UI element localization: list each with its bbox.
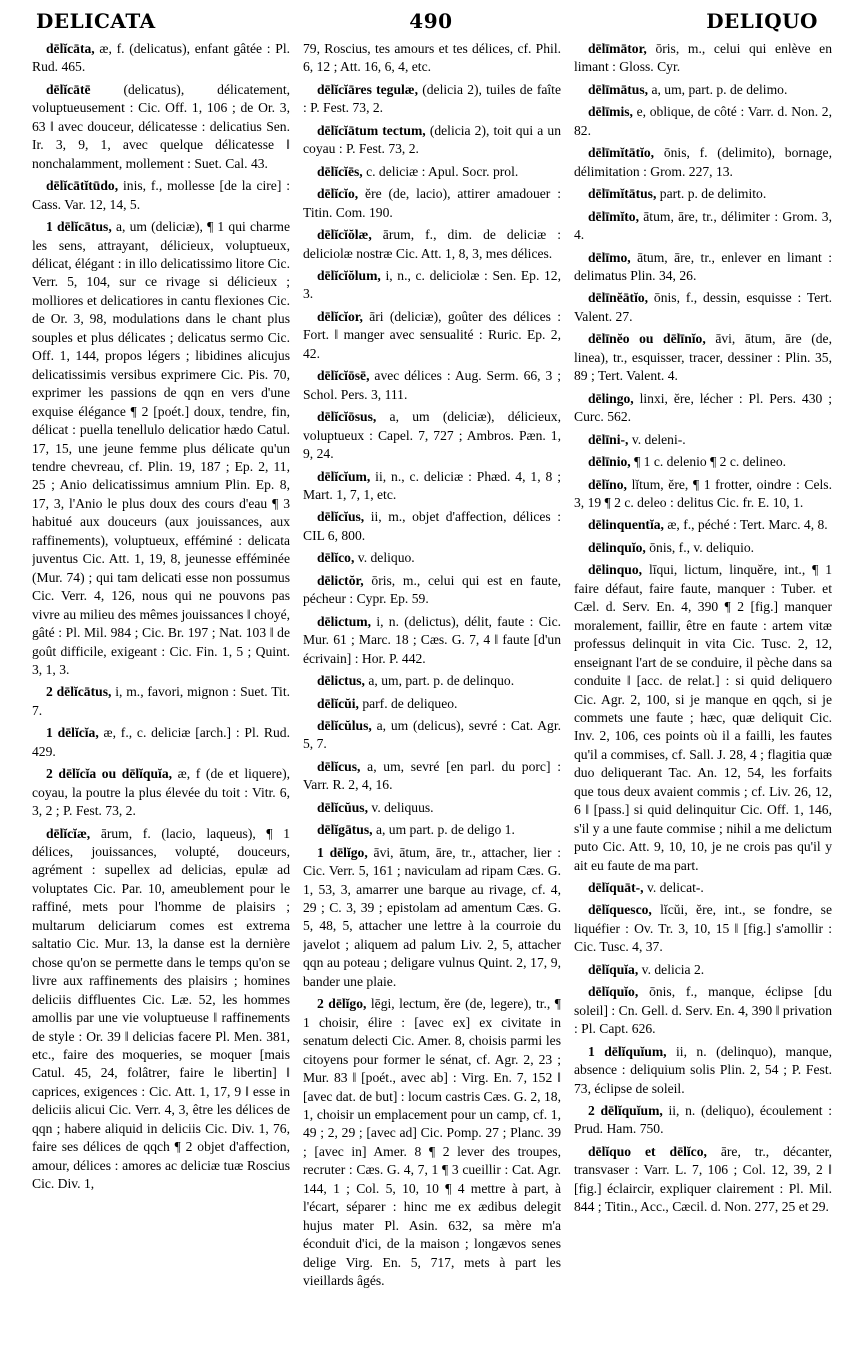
entry-definition: æ, f. (delicatus), enfant gâtée : Pl. Rud. 465. — [32, 41, 290, 75]
headword: dēlingo, — [588, 390, 634, 406]
entry-definition: ii, m., objet d'affection, délices : CIL 6, 800. — [303, 509, 561, 543]
headword: dēlīmĭto, — [588, 208, 639, 224]
entry-definition: ārum, f., dim. de deliciæ : deliciolæ nostræ Cic. Att. 1, 8, 3, mes délices. — [303, 227, 561, 261]
entry-definition: v. deliquus. — [371, 799, 434, 815]
dictionary-entry — [32, 724, 290, 761]
dictionary-entry — [303, 995, 561, 1290]
entry-definition: a, um, part. p. de delinquo. — [368, 673, 515, 689]
dictionary-entry — [32, 683, 290, 720]
dictionary-entry — [303, 408, 561, 463]
dictionary-entry — [574, 431, 832, 449]
headword: dēlĭcĭōsē, — [317, 368, 370, 384]
headword: dēlĭcĭōsus, — [317, 409, 377, 425]
entry-definition: avec délices : Aug. Serm. 66, 3 ; Schol. Pers. 3, 111. — [303, 368, 561, 402]
headword: 1 dēlĭcĭa, — [46, 725, 99, 741]
dictionary-entry — [574, 144, 832, 181]
headword: dēlĭcŭi, — [317, 695, 359, 711]
entry-definition: a, um part. p. de deligo 1. — [375, 822, 515, 838]
entry-definition: ii, n. (deliquo), écoulement : Prud. Ham. 750. — [574, 1103, 832, 1137]
column-2 — [303, 40, 561, 1340]
entry-definition: ōris, m., celui qui est en faute, pécheur : Cypr. Ep. 59. — [303, 572, 561, 607]
headword: dēlĭcus, — [317, 758, 361, 774]
headword: dēlinquo, — [588, 562, 643, 578]
dictionary-entry — [574, 516, 832, 534]
entry-definition: lĭtum, ĕre, ¶ 1 frotter, oindre : Cels. 3, 19 ¶ 2 c. deleo : delitus Cic. fr. E. 10, 1. — [574, 476, 832, 510]
dictionary-entry — [303, 717, 561, 754]
headword: dēlĭquesco, — [588, 902, 652, 918]
headword: dēlīmĭtātĭo, — [588, 145, 655, 161]
dictionary-entry — [574, 208, 832, 245]
columns — [32, 40, 832, 1340]
entry-definition: ōnis, f., v. deliquio. — [649, 539, 755, 555]
dictionary-entry — [303, 367, 561, 404]
dictionary-entry — [574, 983, 832, 1038]
headword: dēlĭcātĭtūdo, — [46, 178, 119, 194]
headword: dēlīnĕātĭo, — [588, 290, 649, 306]
entry-definition: lēgi, lectum, ĕre (de, legere), tr., ¶ 1 choisir, élire : [avec ex] ex civitate in senatum delecti Cic. Amer. 8, choisis parmi les citoyens pour former le sénat, cf. Agr. 2, 23 ; Mur. 83 ‖ [poét., avec ab] : Virg. En. 7, 152 ‖ [avec dat. de but] : locum castris Cæs. G. 2, 18, 1, choisir un emplacement pour un camp, cf. 1, 49 ; 2, 29 ; [avec ad] Cic. Pomp. 27 ; Planc. 39 ; [avec in] Amer. 8 ¶ 2 lever des troupes, recruter : Cæs. G. 4, 7, 1 ¶ 3 cueillir : Cat. Agr. 144, 1 ; Col. 5, 10, 10 ¶ 4 mettre à part, à l'écart, séparer : hinc me ex ædibus delegit hujus mater Pl. Asin. 632, sa mère m'a éconduit d'ici, de la maison ; longævos senes delige Virg. En. 5, 717, mets à part les vieillards âgés. — [303, 996, 561, 1289]
headword: dēlīni-, — [588, 431, 629, 447]
dictionary-entry — [303, 122, 561, 159]
entry-definition: a, um (deliciæ), ¶ 1 qui charme les sens, attrayant, délicieux, voluptueux, délicat, élégant : in illo delicatissimo litore Cic. Verr. 5, 104, sur ce rivage si délicieux ; molliores et delicatiores in cantu flexiones Cic. de Or. 3, 98, modulations dans le chant plus souples et plus délicates ; delicatus sermo Cic. Off. 1, 144, propos légers ; libidines alicujus delicatissimis versibus exprimere Cic. Pis. 70, exprimer les passions de qqn en vers d'une exquise élégance ¶ 2 [poét.] doux, tendre, fin, délicat : puella tenellulo delicatior hædo Catul. 17, 15, une jeune femme plus délicate qu'un tendre chevreau, cf. Plin. 19, 187 ; Ep. 2, 11, 25 ; Anio delicatissimus amnium Plin. Ep. 8, 17, 3, l'Anio le plus doux des cours d'eau ¶ 3 habitué aux douceurs (aux jouissances, aux raffinements), voluptueux, efféminé : delicata juventus Cic. Att. 1, 19, 8, jeunesse efféminée (Mur. 74) ; qui tam delicati esse non possumus Cic. Verr. 4, 126, nous qui ne pouvons pas vivre au milieu des mêmes jouissances ‖ choyé, gâté : Pl. Mil. 984 ; Cic. Br. 197 ; Nat. 103 ‖ de goût difficile, exigeant : Cic. Fin. 1, 5 ; Quint. 3, 1, 3. — [32, 219, 290, 677]
dictionary-entry — [574, 289, 832, 326]
headword: dēlĭcĭēs, — [317, 163, 363, 179]
headword: dēlĭcĭor, — [317, 308, 363, 324]
headword: dēlĭcĭātum tectum, — [317, 122, 426, 138]
entry-definition: ātum, āre, tr., délimiter : Grom. 3, 4. — [574, 208, 832, 243]
entry-definition: ōnis, f., manque, éclipse [du soleil] : Cn. Gell. d. Serv. En. 4, 390 ‖ privation : Pl. Capt. 626. — [574, 984, 832, 1037]
entry-definition: (delicia 2), toit qui a un coyau : P. Fest. 73, 2. — [303, 122, 561, 157]
dictionary-entry — [303, 613, 561, 668]
entry-definition: a, um, part. p. de delimo. — [651, 81, 788, 97]
entry-definition: v. deleni-. — [631, 431, 686, 447]
headword: 1 dēlĭquĭum, — [588, 1043, 667, 1059]
entry-definition: v. delicia 2. — [641, 961, 705, 977]
entry-definition: ārum, f. (lacio, laqueus), ¶ 1 délices, jouissances, volupté, douceurs, agrément : supellex ad delicias, epulæ ad voluptates Cic. Par. 10, ameublement pour le raffiné, mets pour l'homme de plaisirs ; multarum deliciarum comes est extrema saltatio Cic. Mur. 13, la danse est la dernière chose qu'on se permette dans le temps qu'on se livre aux raffinements des plaisirs ; homines deliciis diffluentes Cic. Læ. 52, les hommes amollis par une vie voluptueuse ‖ raffinements de style : Or. 39 ‖ delicias facere Pl. Men. 381, etc., faire des moqueries, se moquer [mais Catul. 45, 24, folâtrer, faire le libertin] ‖ caprices, exigences : Cic. Att. 1, 17, 9 ‖ esse in deliciis alicui Cic. Verr. 4, 3, être les délices de qqn ; habere aliquid in deliciis Cic. Div. 1, 76, faire ses délices de qqch ¶ 2 objet d'affection, amour, délices : amores ac deliciæ tuæ Roscius Cic. Div. 1, — [32, 825, 290, 1192]
headword: dēlictus, — [317, 673, 365, 689]
entry-definition: āri (deliciæ), goûter des délices : Fort. ‖ manger avec sensualité : Ruric. Ep. 2, 42. — [303, 308, 561, 361]
headword: dēlīnio, — [588, 454, 631, 470]
entry-definition: (delicatus), délicatement, voluptueusement : Cic. Off. 1, 106 ; de Or. 3, 63 ‖ avec douceur, délicatesse : delicatius Sen. Ir. 3, 9, 1, avec quelque délicatesse ‖ nonchalamment, mollement : Suet. Cal. 43. — [32, 81, 290, 171]
entry-definition: part. p. de delimito. — [659, 186, 767, 202]
headword: 1 dēlĭgo, — [317, 844, 368, 860]
entry-definition: ¶ 1 c. delenio ¶ 2 c. delineo. — [634, 454, 787, 470]
dictionary-entry — [303, 549, 561, 567]
dictionary-entry — [574, 81, 832, 99]
dictionary-entry — [303, 695, 561, 713]
headword: dēlĭcāta, — [46, 41, 95, 56]
entry-definition: ōnis, f., dessin, esquisse : Tert. Valent. 27. — [574, 290, 832, 324]
headword: dēlĭcŭus, — [317, 799, 368, 815]
entry-definition: ātum, āre, tr., enlever en limant : delimatus Plin. 34, 26. — [574, 249, 832, 283]
page-number: 490 — [409, 9, 453, 33]
dictionary-entry — [574, 1043, 832, 1098]
dictionary-entry — [574, 40, 832, 77]
entry-definition: līqui, lictum, linquĕre, int., ¶ 1 faire défaut, faire faute, manquer : Tuber. et Cæl. d. Serv. En. 4, 390 ¶ 2 [fig.] manquer moralement, faillir, être en faute : artem vitæ professus delinquit in vita Cic. Tusc. 2, 12, enseignant l'art de se conduire, il pèche dans sa conduite ‖ [acc. de relat.] : si quid deliquero Cic. Agr. 2, 100, si je manque en qqch, si je commets une faute ; hæc, quæ deliquit Cic. Inv. 2, 106, ces points où il a failli, les fautes qu'il a commises, cf. Sall. J. 28, 4 ; flagitia quæ duo deliquerant Tac. An. 12, 54, les forfaits que tous deux avaient commis ; cf. Liv. 26, 12, 6 ‖ [pass.] si quid delinquitur Cic. Off. 1, 146, s'il y a une faute commise ; nihil a me delictum puto Cic. Att. 9, 10, 10, je ne crois pas qu'il y ait eu faute de ma part. — [574, 562, 832, 873]
headword: dēlĭcĭum, — [317, 468, 371, 484]
header-right-word: DELIQUO — [706, 9, 818, 33]
dictionary-entry — [303, 81, 561, 118]
dictionary-entry — [303, 799, 561, 817]
dictionary-entry — [574, 539, 832, 557]
entry-definition: e, oblique, de côté : Varr. d. Non. 2, 82. — [574, 104, 832, 138]
dictionary-entry — [574, 879, 832, 897]
headword: dēlinquentĭa, — [588, 517, 664, 533]
entry-definition: ōris, m., celui qui enlève en limant : Gloss. Cyr. — [574, 41, 832, 75]
dictionary-entry — [574, 103, 832, 140]
entry-definition: æ, f., péché : Tert. Marc. 4, 8. — [667, 517, 828, 533]
headword: dēlĭcĭus, — [317, 509, 365, 525]
entry-definition: v. delicat-. — [646, 880, 704, 896]
dictionary-entry — [574, 390, 832, 427]
headword: dēlīmis, — [588, 104, 633, 120]
dictionary-entry — [303, 226, 561, 263]
dictionary-entry — [574, 453, 832, 471]
headword: dēlĭcĭŏlum, — [317, 267, 381, 283]
headword: 2 dēlĭgo, — [317, 996, 367, 1012]
entry-definition: 79, Roscius, tes amours et tes délices, cf. Phil. 6, 12 ; Att. 16, 6, 4, etc. — [303, 41, 561, 75]
headword: 2 dēlĭcĭa ou dēlĭquĭa, — [46, 766, 173, 782]
dictionary-entry — [574, 961, 832, 979]
headword: dēlĭno, — [588, 476, 627, 492]
entry-definition: a, um (delicus), sevré : Cat. Agr. 5, 7. — [303, 717, 561, 752]
dictionary-entry — [303, 508, 561, 545]
entry-definition: a, um, sevré [en parl. du porc] : Varr. R. 2, 4, 16. — [303, 758, 561, 793]
entry-definition: c. deliciæ : Apul. Socr. prol. — [366, 163, 519, 179]
dictionary-entry — [32, 81, 290, 173]
entry-definition: ii, n., c. deliciæ : Phæd. 4, 1, 8 ; Mart. 1, 7, 1, etc. — [303, 468, 561, 502]
entry-definition: āvi, ātum, āre, tr., attacher, lier : Cic. Verr. 5, 161 ; naviculam ad ripam Cæs. G. 1, 53, 3, amarrer une barque au rivage, cf. 4, 29 ; C. 3, 39 ; epistolam ad amentum Cæs. G. 5, 48, 5, attacher une lettre à la courroie du javelot ; aliquem ad palum Liv. 2, 5, attacher qqn au poteau ; deligare vulnus Quint. 2, 17, 9, bander une plaie. — [303, 844, 561, 989]
dictionary-entry — [303, 572, 561, 609]
dictionary-entry — [32, 218, 290, 679]
entry-definition: linxi, ĕre, lécher : Pl. Pers. 430 ; Curc. 562. — [574, 390, 832, 425]
headword: 1 dēlĭcātus, — [46, 219, 112, 235]
headword: dēlictŏr, — [317, 572, 364, 588]
headword: dēlĭquo et dēlĭco, — [588, 1143, 707, 1159]
entry-definition: (delicia 2), tuiles de faîte : P. Fest. 73, 2. — [303, 81, 561, 116]
entry-definition: inis, f., mollesse [de la cire] : Cass. Var. 12, 14, 5. — [32, 178, 290, 212]
entry-definition: æ, f., c. deliciæ [arch.] : Pl. Rud. 429. — [32, 725, 290, 759]
headword: dēlĭquāt-, — [588, 880, 644, 896]
dictionary-entry — [303, 267, 561, 304]
headword: dēlĭcĭo, — [317, 186, 359, 202]
dictionary-entry — [574, 901, 832, 956]
headword: dēlīnĕo ou dēlīnĭo, — [588, 331, 706, 347]
entry-definition: ōnis, f. (delimito), bornage, délimitation : Grom. 227, 13. — [574, 145, 832, 179]
dictionary-entry — [32, 40, 290, 77]
headword: dēlīmĭtātus, — [588, 186, 657, 202]
headword: dēlĭcātē — [46, 81, 91, 97]
entry-definition: parf. de deliqueo. — [362, 695, 458, 711]
dictionary-entry — [303, 308, 561, 363]
headword: dēlĭcĭāres tegulæ, — [317, 81, 418, 97]
dictionary-entry — [303, 672, 561, 690]
headword: dēlĭgātus, — [317, 822, 373, 838]
dictionary-entry — [303, 821, 561, 839]
column-1 — [32, 40, 290, 1340]
column-3 — [574, 40, 832, 1340]
entry-definition: æ, f (de et liquere), coyau, la poutre la plus élevée du toit : Vitr. 6, 3, 2 ; P. Fest. 73, 2. — [32, 766, 290, 819]
entry-definition: āvi, ātum, āre (de, linea), tr., esquisser, tracer, dessiner : Plin. 35, 89 ; Tert. Valent. 4. — [574, 331, 832, 384]
dictionary-entry — [303, 844, 561, 992]
dictionary-entry — [574, 330, 832, 385]
dictionary-entry — [303, 468, 561, 505]
dictionary-entry — [32, 765, 290, 820]
headword: dēlinquĭo, — [588, 539, 646, 555]
entry-definition: āre, tr., décanter, transvaser : Varr. L. 7, 106 ; Col. 12, 39, 2 ‖ [fig.] éclaircir, expliquer clairement : Pl. Mil. 844 ; Titin., Acc., Cæcil. d. Non. 277, 25 et 29. — [574, 1143, 832, 1215]
dictionary-entry — [574, 561, 832, 875]
entry-definition: a, um (deliciæ), délicieux, voluptueux : Capel. 7, 727 ; Ambros. Pæn. 1, 9, 24. — [303, 409, 561, 462]
entry-definition: i, m., favori, mignon : Suet. Tit. 7. — [32, 684, 290, 718]
dictionary-entry — [32, 825, 290, 1194]
headword: dēlĭco, — [317, 550, 355, 566]
headword: dēlĭquĭa, — [588, 961, 639, 977]
dictionary-entry — [574, 1143, 832, 1217]
headword: dēlīmātor, — [588, 41, 647, 56]
entry-definition: v. deliquo. — [357, 550, 415, 566]
dictionary-entry — [574, 1102, 832, 1139]
dictionary-entry — [303, 163, 561, 181]
headword: 2 dēlĭquĭum, — [588, 1103, 663, 1119]
dictionary-entry — [303, 758, 561, 795]
headword: dēlĭcĭæ, — [46, 825, 91, 841]
entry-definition: ĕre (de, lacio), attirer amadouer : Titin. Com. 190. — [303, 186, 561, 220]
headword: dēlīmo, — [588, 249, 631, 265]
entry-definition: ii, n. (delinquo), manque, absence : deliquium solis Plin. 2, 54 ; P. Fest. 73, éclipse de soleil. — [574, 1043, 832, 1096]
dictionary-entry — [574, 185, 832, 203]
entry-definition: i, n. (delictus), délit, faute : Cic. Mur. 61 ; Marc. 18 ; Cæs. G. 7, 4 ‖ faute [d'un écrivain] : Hor. P. 442. — [303, 613, 561, 666]
dictionary-entry — [574, 249, 832, 286]
dictionary-entry — [32, 177, 290, 214]
dictionary-entry — [303, 40, 561, 77]
header-left-word: DELICATA — [36, 9, 156, 33]
entry-definition: i, n., c. deliciolæ : Sen. Ep. 12, 3. — [303, 267, 561, 302]
dictionary-entry — [303, 185, 561, 222]
running-header — [36, 6, 818, 36]
headword: dēlĭcŭlus, — [317, 717, 372, 733]
entry-definition: lĭcŭi, ĕre, int., se fondre, se liquéfier : Ov. Tr. 3, 10, 15 ‖ [fig.] s'amollir : Cic. Tusc. 4, 37. — [574, 902, 832, 955]
headword: dēlīmātus, — [588, 81, 649, 97]
headword: dēlictum, — [317, 613, 371, 629]
headword: dēlĭquĭo, — [588, 984, 639, 1000]
headword: dēlĭcĭŏlæ, — [317, 227, 372, 243]
dictionary-entry — [574, 476, 832, 513]
headword: 2 dēlĭcātus, — [46, 684, 112, 700]
